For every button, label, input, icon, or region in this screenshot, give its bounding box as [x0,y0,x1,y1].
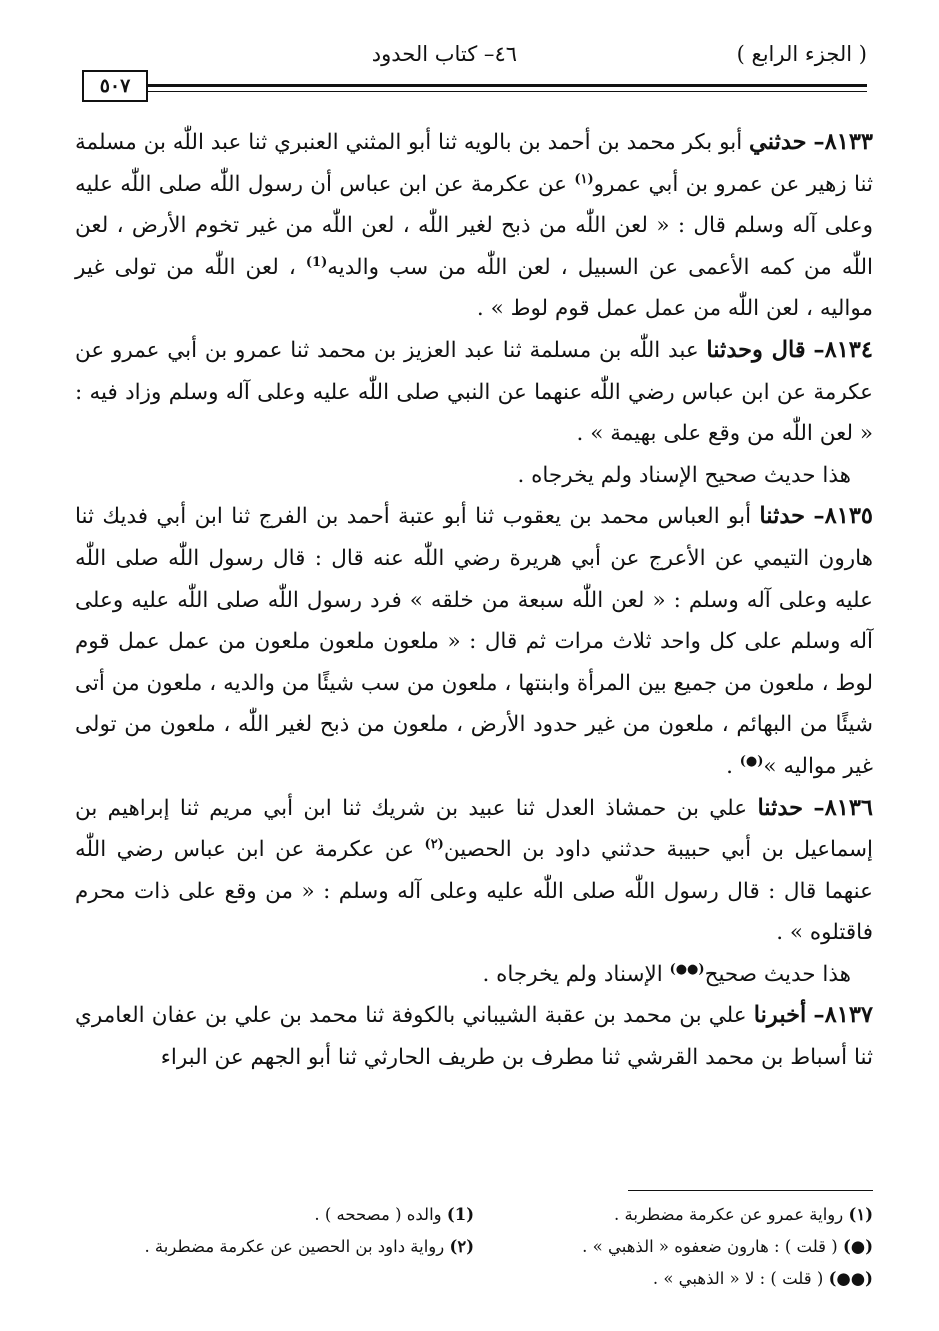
hadith-8133 [75,122,873,330]
footnote-marker: (●●) [669,961,705,977]
grading-text: الإسناد ولم يخرجاه . [482,961,670,987]
footnote-marker: (1) [305,254,328,270]
header-rule-thin [146,91,867,92]
hadith-text: علي بن حمشاذ العدل ثنا عبيد بن شريك ثنا ابن أبي مريم ثنا إبراهيم بن إسماعيل بن أبي حبيبة حدثني داود بن الحصين [75,795,873,863]
footnote-mark: (١) [848,1204,873,1224]
hadith-text: عن عكرمة عن ابن عباس رضي اللّٰه عنهما قال : قال رسول اللّٰه صلى اللّٰه عليه وعلى آله وسلم : « من وقع على ذات محرم فاقتلوه » . [75,837,873,946]
hadith-number: ٨١٣٣– [813,129,873,155]
hadith-8134 [75,330,873,455]
hadith-number: ٨١٣٦– [813,794,873,821]
page-number: ٥٠٧ [82,70,148,102]
footnote [75,1205,474,1224]
hadith-lead: حدثنا [757,794,804,821]
footnote-row [75,1262,873,1294]
footnote-text: رواية داود بن الحصين عن عكرمة مضطربة . [144,1236,450,1256]
footnote-row [75,1198,873,1230]
hadith-number: ٨١٣٥– [813,503,873,530]
hadith-text: . [726,753,740,779]
footnote-mark: (●) [842,1236,873,1256]
hadith-text: ، لعن اللّٰه من تولى غير مواليه ، لعن اللّٰه من عمل عمل قوم لوط » . [75,254,873,322]
hadith-text: أبو بكر محمد بن أحمد بن بالويه ثنا أبو المثني العنبري ثنا عبد اللّٰه بن مسلمة ثنا زهير عن عمرو بن أبي عمرو [74,130,874,197]
footnotes [75,1198,873,1294]
footnote-rule [628,1190,873,1191]
footnote-text: ( قلت ) : لا « الذهبي » . [652,1268,829,1288]
footnote-mark: (●●) [828,1268,873,1288]
grading-text: هذا حديث صحيح [704,961,851,987]
footnote-row [75,1230,873,1262]
footnote-text: رواية عمرو عن عكرمة مضطربة . [613,1204,849,1224]
footnote [75,1237,474,1256]
grading-note [75,954,873,996]
page-header [74,40,867,96]
book-title: ٤٦– كتاب الحدود [371,42,517,66]
hadith-number: ٨١٣٤– [813,336,873,363]
footnote [474,1237,873,1256]
hadith-8137 [75,995,873,1078]
hadith-text: عبد اللّٰه بن مسلمة ثنا عبد العزيز بن محمد ثنا عمرو بن أبي عمرو عن عكرمة عن ابن عباس رضي اللّٰه عنهما عن النبي صلى اللّٰه عليه وعلى آله وسلم وزاد فيه : « لعن اللّٰه من وقع على بهيمة » . [75,337,873,447]
hadith-text: علي بن محمد بن عقبة الشيباني بالكوفة ثنا محمد بن علي بن عفان العامري ثنا أسباط بن محمد القرشي ثنا مطرف بن طريف الحارثي ثنا أبو الجهم عن البراء [75,1003,873,1071]
volume-title: ( الجزء الرابع ) [736,42,867,66]
hadith-lead: حدثنا [759,503,806,530]
hadith-lead: أخبرنا [753,1002,807,1029]
hadith-text: أبو العباس محمد بن يعقوب ثنا أبو عتبة أحمد بن الفرج ثنا ابن أبي فديك ثنا هارون التيمي عن الأعرج عن أبي هريرة رضي اللّٰه عنه قال : قال رسول اللّٰه صلى اللّٰه عليه وعلى آله وسلم : « لعن اللّٰه سبعة من خلقه » فرد رسول اللّٰه صلى اللّٰه عليه وعلى آله وسلم على كل واحد ثلاث مرات ثم قال : « ملعون ملعون ملعون من عمل عمل قوم لوط ، ملعون من جميع بين المرأة وابنتها ، ملعون من سب شيئًا من والديه ، ملعون من أتى شيئًا من البهائم ، ملعون من غير حدود الأرض ، ملعون من ذبح لغير اللّٰه ، ملعون من تولى غير مواليه » [75,504,873,779]
footnote-marker: (١) [574,171,594,187]
grading-note: هذا حديث صحيح الإسناد ولم يخرجاه . [517,462,851,488]
footnote-text: والده ( مصححه ) . [314,1204,447,1224]
hadith-lead: قال وحدثنا [706,336,806,363]
hadith-8136 [75,788,873,954]
footnote-marker: (٢) [424,836,444,852]
hadith-lead: حدثني [749,129,807,155]
footnote-text: ( قلت ) : هارون ضعفوه « الذهبي » . [582,1236,843,1256]
body-text [75,122,873,1079]
footnote-mark: (1) [446,1204,474,1224]
header-rule-thick [146,84,867,87]
hadith-8135 [75,496,873,787]
hadith-text: عن عكرمة عن ابن عباس أن رسول اللّٰه صلى اللّٰه عليه وعلى آله وسلم قال : « لعن اللّٰه من ذبح لغير اللّٰه ، لعن اللّٰه من غير تخوم الأرض ، لعن اللّٰه من كمه الأعمى عن السبيل ، لعن اللّٰه من سب والديه [75,171,873,280]
footnote-marker: (●) [739,753,764,769]
footnote [474,1205,873,1224]
footnote [474,1269,873,1288]
footnote-mark: (٢) [449,1236,474,1256]
hadith-number: ٨١٣٧– [813,1002,873,1029]
